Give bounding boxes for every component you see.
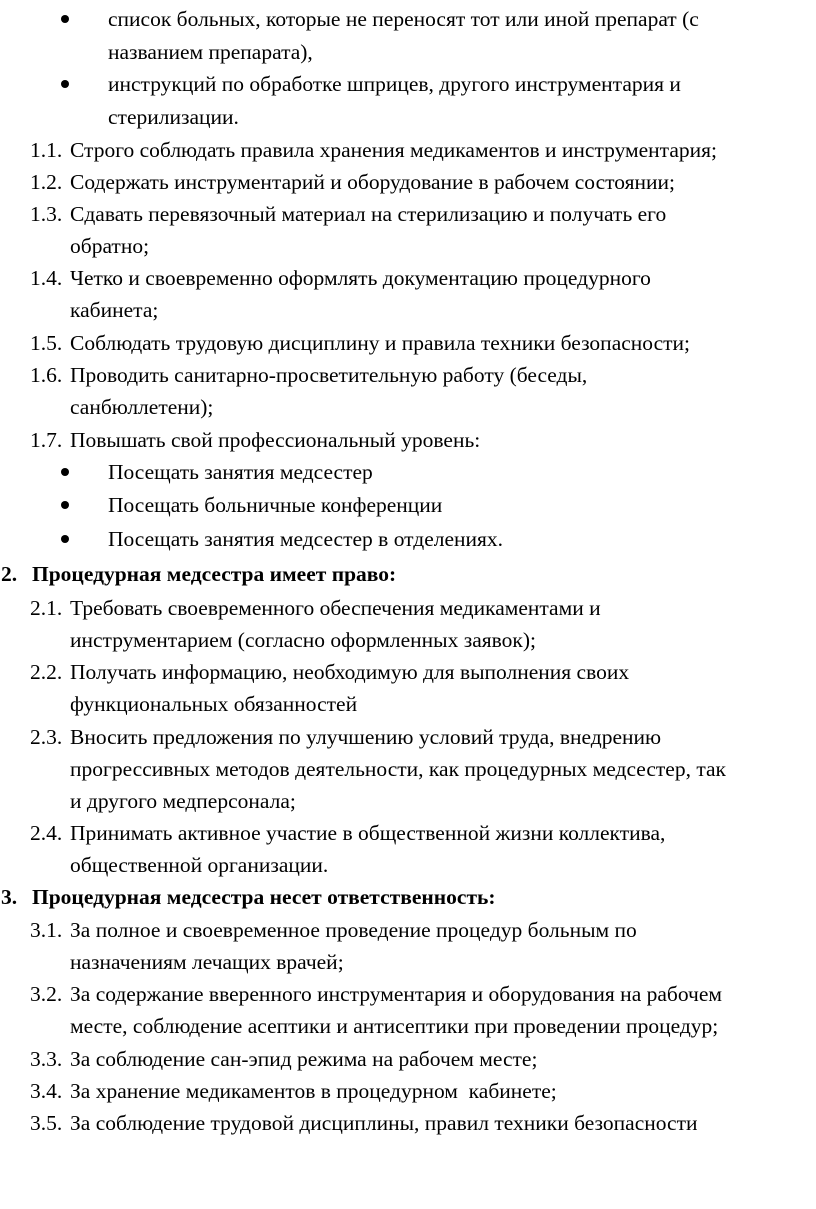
bullet-icon xyxy=(61,15,69,23)
item-number: 1.1. xyxy=(30,138,63,162)
item-text-line: прогрессивных методов деятельности, как процедурных медсестер, так xyxy=(70,757,726,781)
item-text-line: месте, соблюдение асептики и антисептики при проведении процедур; xyxy=(70,1014,719,1038)
bullet-text-line: список больных, которые не переносят тот или иной препарат (с xyxy=(108,7,699,31)
bullet-text-line: названием препарата), xyxy=(108,40,313,64)
item-number: 2.2. xyxy=(30,660,63,684)
item-number: 2.4. xyxy=(30,821,63,845)
item-text-line: функциональных обязанностей xyxy=(70,692,358,716)
item-text-line: За хранение медикаментов в процедурном кабинете; xyxy=(70,1079,557,1103)
item-text-line: кабинета; xyxy=(70,298,159,322)
item-text-line: Получать информацию, необходимую для выполнения своих xyxy=(70,660,630,684)
bullet-text-line: стерилизации. xyxy=(108,105,239,129)
item-text-line: За соблюдение сан-эпид режима на рабочем месте; xyxy=(70,1047,538,1071)
item-text-line: Четко и своевременно оформлять документацию процедурного xyxy=(70,266,651,290)
item-number: 1.5. xyxy=(30,331,63,355)
item-text-line: назначениям лечащих врачей; xyxy=(70,950,344,974)
item-text-line: Содержать инструментарий и оборудование в рабочем состоянии; xyxy=(70,170,675,194)
item-text-line: Соблюдать трудовую дисциплину и правила техники безопасности; xyxy=(70,331,690,355)
item-number: 1.6. xyxy=(30,363,63,387)
item-number: 3.3. xyxy=(30,1047,63,1071)
item-text-line: Требовать своевременного обеспечения медикаментами и xyxy=(70,596,601,620)
section-number: 3. xyxy=(1,885,18,909)
bullet-icon xyxy=(61,535,69,543)
item-number: 2.3. xyxy=(30,725,63,749)
section-heading: Процедурная медсестра несет ответственность: xyxy=(32,885,496,909)
bullet-icon xyxy=(61,468,69,476)
bullet-text-line: инструкций по обработке шприцев, другого инструментария и xyxy=(108,72,681,96)
item-number: 3.4. xyxy=(30,1079,63,1103)
bullet-text-line: Посещать занятия медсестер xyxy=(108,460,373,484)
section-number: 2. xyxy=(1,562,18,586)
bullet-icon xyxy=(61,80,69,88)
item-text-line: Проводить санитарно-просветительную работу (беседы, xyxy=(70,363,588,387)
item-text-line: За соблюдение трудовой дисциплины, правил техники безопасности xyxy=(70,1111,698,1135)
bullet-text-line: Посещать занятия медсестер в отделениях. xyxy=(108,527,504,551)
item-number: 1.3. xyxy=(30,202,63,226)
item-text-line: За полное и своевременное проведение процедур больным по xyxy=(70,918,637,942)
item-number: 1.2. xyxy=(30,170,63,194)
item-text-line: и другого медперсонала; xyxy=(70,789,296,813)
bullet-icon xyxy=(61,501,69,509)
item-text-line: Строго соблюдать правила хранения медикаментов и инструментария; xyxy=(70,138,718,162)
item-number: 2.1. xyxy=(30,596,63,620)
bullet-text-line: Посещать больничные конференции xyxy=(108,493,443,517)
item-number: 3.5. xyxy=(30,1111,63,1135)
item-text-line: обратно; xyxy=(70,234,150,258)
item-text-line: санбюллетени); xyxy=(70,395,214,419)
item-text-line: инструментарием (согласно оформленных заявок); xyxy=(70,628,536,652)
item-number: 1.4. xyxy=(30,266,63,290)
item-text-line: Принимать активное участие в общественной жизни коллектива, xyxy=(70,821,666,845)
item-text-line: Вносить предложения по улучшению условий труда, внедрению xyxy=(70,725,662,749)
item-number: 3.2. xyxy=(30,982,63,1006)
item-text-line: Повышать свой профессиональный уровень: xyxy=(70,428,481,452)
section-heading: Процедурная медсестра имеет право: xyxy=(32,562,397,586)
item-text-line: За содержание вверенного инструментария и оборудования на рабочем xyxy=(70,982,722,1006)
item-text-line: общественной организации. xyxy=(70,853,329,877)
item-number: 3.1. xyxy=(30,918,63,942)
item-text-line: Сдавать перевязочный материал на стерилизацию и получать его xyxy=(70,202,667,226)
item-number: 1.7. xyxy=(30,428,63,452)
